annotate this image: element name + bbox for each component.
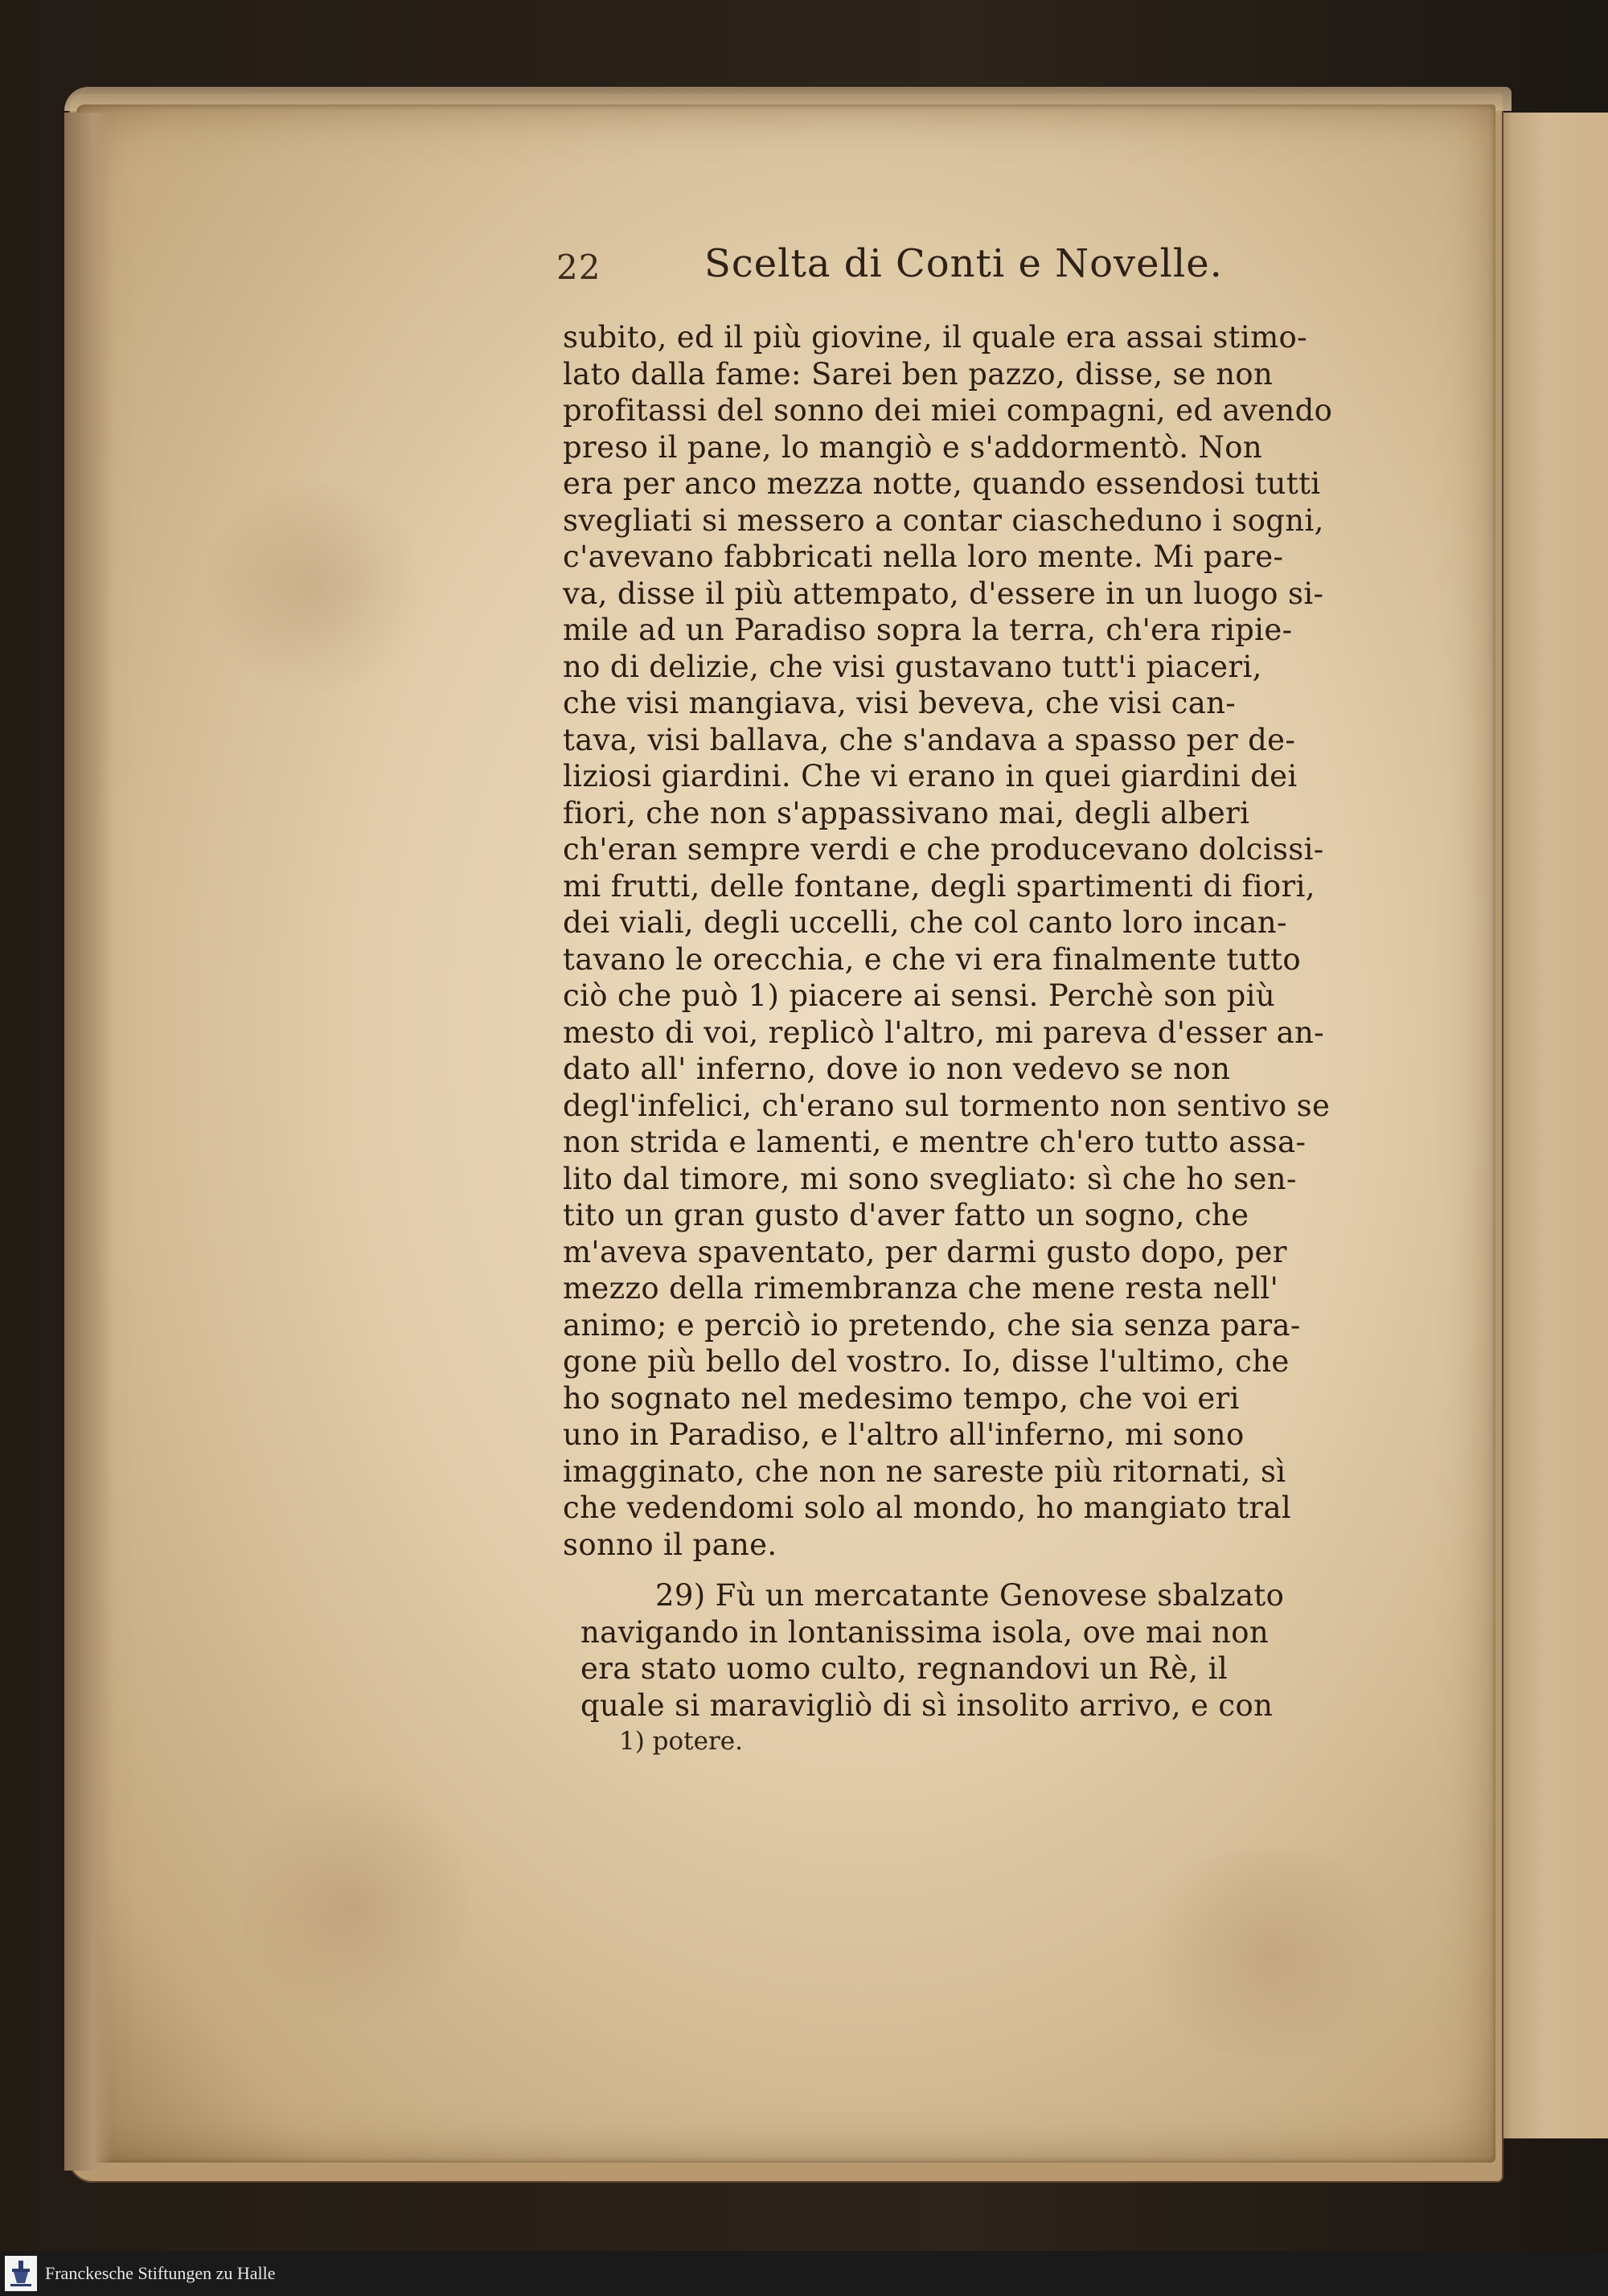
text-line: sonno il pane. [563,1527,777,1562]
text-line: tava, visi ballava, che s'andava a spasso per de- [563,722,1296,757]
text-line: preso il pane, lo mangiò e s'addormentò. Non [563,429,1263,465]
text-line: dato all' inferno, dove io non vedevo se non [563,1052,1231,1086]
institution-logo [5,2256,37,2291]
paper-stain [241,1769,466,2042]
text-line: fiori, che non s'appassivano mai, degli alberi [563,795,1250,830]
paper-stain [193,482,434,691]
text-line: mile ad un Paradiso sopra la terra, ch'era ripie- [563,613,1293,647]
text-line: ho sognato nel medesimo tempo, che voi eri [563,1380,1240,1416]
paragraph-gap [563,1563,1391,1577]
text-line: mezzo della rimembranza che mene resta nell' [563,1271,1279,1306]
text-line: degl'infelici, ch'erano sul tormento non sentivo se [563,1088,1331,1123]
text-line: subito, ed il più giovine, il quale era assai stimo- [563,320,1308,355]
text-line: ch'eran sempre verdi e che producevano dolcissi- [563,832,1324,867]
text-line: no di delizie, che visi gustavano tutt'i piaceri, [563,649,1262,684]
text-line: che vedendomi solo al mondo, ho mangiato tral [563,1490,1292,1525]
text-line: navigando in lontanissima isola, ove mai non [580,1614,1270,1650]
text-line: dei viali, degli uccelli, che col canto loro incan- [563,905,1287,940]
text-line: uno in Paradiso, e l'altro all'inferno, mi sono [563,1417,1245,1452]
text-line: che visi mangiava, visi beveva, che visi can- [563,686,1237,720]
footnote: 1) potere. [619,1727,744,1756]
text-line: tavano le orecchia, e che vi era finalmente tutto [563,941,1302,977]
text-line: lato dalla fame: Sarei ben pazzo, disse, se non [563,356,1274,392]
text-line: liziosi giardini. Che vi erano in quei giardini dei [563,759,1298,793]
text-line: era stato uomo culto, regnandovi un Rè, il [580,1651,1229,1686]
text-line: m'aveva spaventato, per darmi gusto dopo, per [563,1234,1287,1269]
text-line: non strida e lamenti, e mentre ch'ero tutto assa- [563,1125,1306,1159]
running-title: Scelta di Conti e Novelle. [704,241,1223,286]
body-text [563,319,1391,1724]
text-line: imagginato, che non ne sareste più ritornati, sì [563,1453,1286,1489]
text-line: c'avevano fabbricati nella loro mente. Mi pare- [563,539,1284,574]
text-line: animo; e perciò io pretendo, che sia senza para- [563,1307,1301,1343]
facing-page-edge [1491,113,1608,2138]
text-line: mi frutti, delle fontane, degli spartimenti di fiori, [563,868,1315,904]
text-line: ciò che può 1) piacere ai sensi. Perchè son più [563,978,1276,1013]
institution-name: Franckesche Stiftungen zu Halle [45,2263,276,2283]
text-line: lito dal timore, mi sono svegliato: sì che ho sen- [563,1161,1297,1196]
text-line: svegliati si messero a contar ciascheduno i sogni, [563,502,1324,538]
emblem-icon [9,2259,33,2288]
text-line: quale si maravigliò di sì insolito arrivo, e con [580,1687,1274,1723]
text-line: profitassi del sonno dei miei compagni, ed avendo [563,393,1333,428]
paper-stain [1126,1849,1415,2058]
running-head [556,241,1401,297]
page-number: 22 [556,248,601,287]
text-line: 29) Fù un mercatante Genovese sbalzato [655,1578,1285,1613]
text-line: gone più bello del vostro. Io, disse l'ultimo, che [563,1344,1290,1379]
text-line: tito un gran gusto d'aver fatto un sogno, che [563,1198,1249,1232]
text-line: va, disse il più attempato, d'essere in un luogo si- [563,576,1324,611]
text-line: mesto di voi, replicò l'altro, mi pareva d'esser an- [563,1015,1325,1050]
page-left-edge [64,113,113,2171]
text-line: era per anco mezza notte, quando essendosi tutti [563,466,1321,501]
